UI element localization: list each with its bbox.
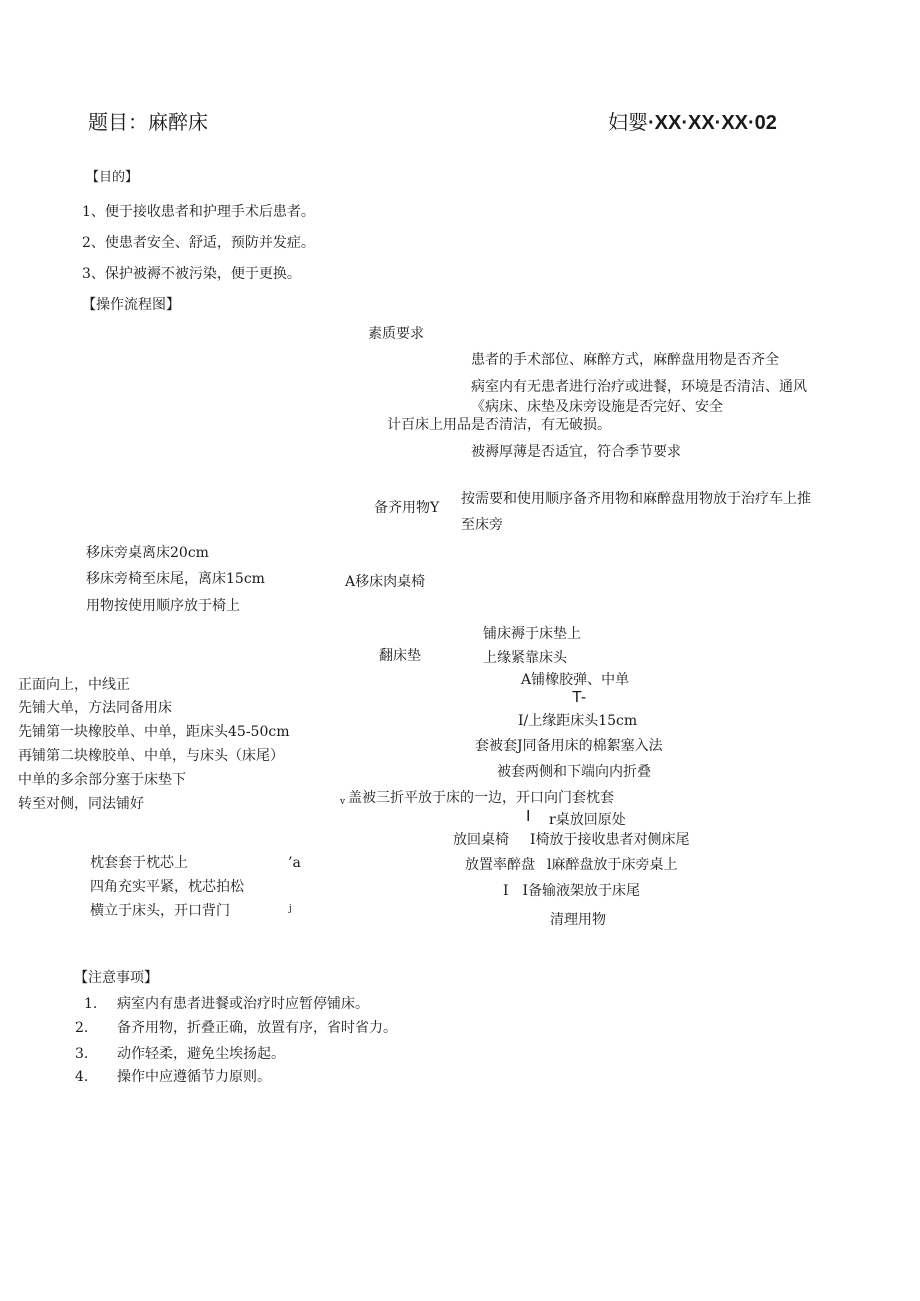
flow-step-return: 放回桌椅 bbox=[453, 832, 509, 848]
sheet-note-5: 中单的多余部分塞于床垫下 bbox=[18, 772, 186, 788]
flow-step-move: A移床肉桌椅 bbox=[345, 574, 426, 590]
purpose-item-3: 3、保护被褥不被污染，便于更换。 bbox=[82, 266, 301, 282]
flow-step-quality: 素质要求 bbox=[368, 326, 424, 342]
return-bar-mark: I bbox=[526, 808, 531, 825]
note-item-2-number: 2. bbox=[75, 1020, 89, 1036]
note-item-3 bbox=[75, 1045, 285, 1063]
notes-heading: 【注意事项】 bbox=[74, 970, 158, 986]
sheet-note-2: 先铺大单，方法同备用床 bbox=[18, 700, 172, 716]
move-note-3: 用物按使用顺序放于椅上 bbox=[86, 598, 240, 614]
drip-note: I I备输液架放于床尾 bbox=[503, 883, 641, 899]
document-code-number: ·XX·XX·XX·02 bbox=[648, 112, 777, 134]
quilt-note-1: 套被套J同备用床的棉絮塞入法 bbox=[475, 738, 663, 754]
pillow-note-3: 横立于床头，开口背门 bbox=[90, 903, 230, 919]
note-item-2-text: 备齐用物，折叠正确，放置有序，省时省力。 bbox=[117, 1020, 397, 1036]
note-item-2 bbox=[75, 1019, 397, 1037]
note-item-4-text: 操作中应遵循节力原则。 bbox=[117, 1069, 271, 1085]
return-note-1: r桌放回原处 bbox=[549, 812, 626, 828]
flow-arrow-mark: T- bbox=[572, 689, 587, 706]
mattress-note-2: 上缘紧靠床头 bbox=[483, 650, 567, 666]
sheet-note-6: 转至对侧，同法铺好 bbox=[18, 796, 144, 812]
quilt-note-2: 被套两侧和下端向内折叠 bbox=[497, 764, 651, 780]
flow-step-prepare: 备齐用物Y bbox=[374, 500, 440, 516]
prepare-note-line1: 按需要和使用顺序备齐用物和麻醉盘用物放于治疗车上推 bbox=[461, 491, 811, 507]
prepare-note-line2: 至床旁 bbox=[461, 517, 503, 533]
move-note-2: 移床旁椅至床尾，离床15cm bbox=[86, 571, 265, 587]
quilt-note-3: 盖被三折平放于床的一边，开口向门套枕套 bbox=[348, 790, 614, 806]
note-item-4-number: 4. bbox=[75, 1069, 89, 1085]
quality-note-5: 被褥厚薄是否适宜，符合季节要求 bbox=[471, 444, 681, 460]
quality-note-4: 计百床上用品是否清洁，有无破损。 bbox=[387, 417, 611, 433]
purpose-item-1: 1、便于接收患者和护理手术后患者。 bbox=[82, 204, 315, 220]
purpose-item-2: 2、使患者安全、舒适，预防并发症。 bbox=[82, 235, 315, 251]
pillow-note-1: 枕套套于枕芯上 bbox=[90, 855, 188, 871]
flow-step-rubber-sheet: A铺橡胶弹、中单 bbox=[521, 672, 630, 688]
pillow-note-2: 四角充实平紧，枕芯拍松 bbox=[90, 879, 244, 895]
sheet-note-4: 再铺第二块橡胶单、中单，与床头（床尾） bbox=[18, 748, 284, 764]
pillow-mark-j: j bbox=[289, 904, 292, 914]
flow-heading: 【操作流程图】 bbox=[82, 297, 180, 313]
flow-step-mattress: 翻床垫 bbox=[379, 648, 421, 664]
move-note-1: 移床旁桌离床20cm bbox=[86, 545, 209, 561]
mattress-note-1: 铺床褥于床垫上 bbox=[483, 626, 581, 642]
document-code bbox=[608, 109, 777, 136]
note-item-4 bbox=[75, 1068, 271, 1086]
note-item-1-number: 1. bbox=[84, 996, 98, 1012]
quilt-prefix-mark: v bbox=[340, 797, 346, 807]
note-item-3-text: 动作轻柔，避免尘埃扬起。 bbox=[117, 1046, 285, 1062]
quality-note-1: 患者的手术部位、麻醉方式，麻醉盘用物是否齐全 bbox=[471, 352, 779, 368]
flow-step-tray: 放置率醉盘 bbox=[465, 857, 535, 873]
pillow-mark-a: ’a bbox=[288, 855, 301, 871]
rubber-sheet-note: I/上缘距床头15cm bbox=[518, 713, 638, 729]
sheet-note-3: 先铺第一块橡胶单、中单，距床头45-50cm bbox=[18, 724, 290, 740]
note-item-1 bbox=[84, 995, 369, 1013]
page-title: 题目：麻醉床 bbox=[88, 110, 208, 134]
note-item-3-number: 3. bbox=[75, 1046, 89, 1062]
quality-note-3: 《病床、床垫及床旁设施是否完好、安全 bbox=[471, 399, 723, 415]
tray-note: l麻醉盘放于床旁桌上 bbox=[547, 857, 678, 873]
sheet-note-1: 正面向上，中线正 bbox=[18, 677, 130, 693]
note-item-1-text: 病室内有患者进餐或治疗时应暂停铺床。 bbox=[117, 996, 369, 1012]
quality-note-2: 病室内有无患者进行治疗或进餐，环境是否清洁、通风 bbox=[471, 379, 807, 395]
return-note-2: I椅放于接收患者对侧床尾 bbox=[530, 832, 690, 848]
purpose-heading: 【目的】 bbox=[86, 170, 139, 185]
flow-step-cleanup: 清理用物 bbox=[550, 912, 606, 928]
document-code-prefix: 妇婴 bbox=[608, 110, 648, 134]
